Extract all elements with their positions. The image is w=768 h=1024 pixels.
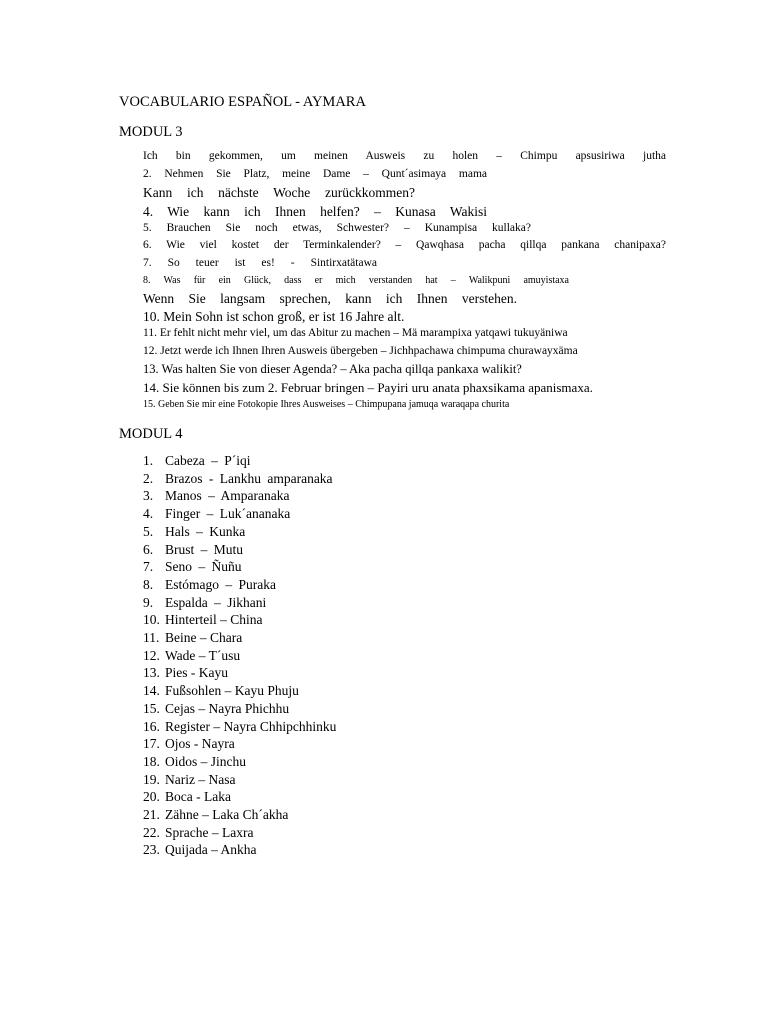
list-item	[143, 560, 242, 574]
list-item-text: Pies - Kayu	[165, 665, 228, 681]
modul3-item-1: Ich bin gekommen, um meinen Ausweis zu holen – Chimpu apsusiriwa jutha	[143, 150, 666, 162]
modul3-item-13: 13. Was halten Sie von dieser Agenda? – Aka pacha qillqa pankaxa walikit?	[143, 362, 522, 376]
list-item-number: 8.	[143, 576, 154, 592]
modul3-item-10: 10. Mein Sohn ist schon groß, er ist 16 Jahre alt.	[143, 309, 405, 324]
list-item-text: Register – Nayra Chhipchhinku	[165, 718, 337, 734]
list-item-number: 11.	[143, 630, 160, 645]
list-item-number: 10.	[143, 612, 160, 628]
list-item	[143, 826, 253, 840]
list-item-text: Nariz – Nasa	[165, 771, 236, 787]
list-item-number: 23.	[143, 842, 160, 858]
list-item	[143, 720, 336, 734]
list-item-number: 13.	[143, 665, 160, 681]
modul3-item-8: 8. Was für ein Glück, dass er mich verstanden hat – Walikpuni amuyistaxa	[143, 275, 569, 286]
modul3-item-12: 12. Jetzt werde ich Ihnen Ihren Ausweis übergeben – Jichhpachawa chimpuma churawayxäma	[143, 345, 578, 357]
list-item	[143, 489, 289, 503]
modul3-item-5: 5. Brauchen Sie noch etwas, Schwester? – Kunampisa kullaka?	[143, 222, 531, 234]
list-item-text: Oidos – Jinchu	[165, 753, 246, 769]
list-item	[143, 472, 333, 486]
list-item-text: Seno – Ñuñu	[165, 559, 242, 575]
list-item-number: 2.	[143, 470, 154, 486]
list-item-number: 22.	[143, 824, 160, 840]
list-item-number: 4.	[143, 506, 154, 522]
list-item-text: Quijada – Ankha	[165, 842, 257, 858]
list-item-text: Hinterteil – China	[165, 612, 263, 628]
section-heading-modul-4: MODUL 4	[119, 426, 183, 442]
list-item-number: 14.	[143, 683, 160, 699]
list-item	[143, 773, 235, 787]
list-item	[143, 684, 299, 698]
list-item-number: 17.	[143, 736, 160, 752]
list-item-number: 6.	[143, 541, 154, 557]
modul3-item-3: Kann ich nächste Woche zurückkommen?	[143, 185, 415, 200]
list-item-number: 15.	[143, 700, 160, 716]
list-item	[143, 578, 276, 592]
modul3-item-14: 14. Sie können bis zum 2. Februar bringen – Payiri uru anata phaxsikama apanismaxa.	[143, 380, 593, 395]
modul3-item-9: Wenn Sie langsam sprechen, kann ich Ihnen verstehen.	[143, 291, 517, 306]
modul3-item-15: 15. Geben Sie mir eine Fotokopie Ihres Ausweises – Chimpupana jamuqa waraqapa churita	[143, 399, 510, 410]
list-item	[143, 737, 235, 751]
list-item	[143, 454, 250, 468]
modul3-item-4: 4. Wie kann ich Ihnen helfen? – Kunasa Wakisi	[143, 204, 487, 219]
list-item-number: 9.	[143, 594, 154, 610]
list-item	[143, 631, 242, 645]
list-item-number: 1.	[143, 453, 154, 468]
list-item-number: 16.	[143, 718, 160, 734]
section-heading-modul-3: MODUL 3	[119, 124, 183, 140]
list-item-number: 21.	[143, 807, 160, 822]
list-item-text: Manos – Amparanaka	[165, 488, 290, 504]
list-item-number: 5.	[143, 523, 154, 539]
list-item-text: Brust – Mutu	[165, 541, 244, 557]
list-item-text: Fußsohlen – Kayu Phuju	[165, 683, 299, 699]
modul3-item-2: 2. Nehmen Sie Platz, meine Dame – Qunt´asimaya mama	[143, 168, 487, 180]
list-item	[143, 649, 240, 663]
list-item	[143, 808, 288, 822]
list-item	[143, 843, 256, 857]
modul3-item-11: 11. Er fehlt nicht mehr viel, um das Abitur zu machen – Mä marampixa yatqawi tukuyäniwa	[143, 327, 568, 339]
modul3-item-7: 7. So teuer ist es! - Sintirxatätawa	[143, 257, 377, 269]
list-item-number: 18.	[143, 753, 160, 769]
list-item-text: Beine – Chara	[165, 630, 243, 645]
list-item-text: Espalda – Jikhani	[165, 594, 267, 610]
list-item	[143, 596, 266, 610]
list-item-text: Hals – Kunka	[165, 523, 246, 539]
list-item	[143, 507, 290, 521]
list-item-number: 20.	[143, 789, 160, 805]
list-item	[143, 790, 231, 804]
list-item	[143, 755, 246, 769]
list-item-number: 12.	[143, 647, 160, 663]
list-item	[143, 613, 262, 627]
list-item-text: Cabeza – P´iqi	[165, 453, 251, 468]
list-item-text: Boca - Laka	[165, 789, 231, 805]
list-item-text: Wade – T´usu	[165, 647, 241, 663]
list-item-text: Brazos - Lankhu amparanaka	[165, 470, 333, 486]
list-item-text: Cejas – Nayra Phichhu	[165, 700, 290, 716]
list-item-text: Sprache – Laxra	[165, 824, 254, 840]
list-item-number: 7.	[143, 559, 154, 575]
list-item-text: Zähne – Laka Ch´akha	[165, 807, 289, 822]
list-item	[143, 543, 243, 557]
list-item-text: Finger – Luk´ananaka	[165, 506, 291, 522]
list-item-number: 3.	[143, 488, 154, 504]
list-item	[143, 666, 228, 680]
list-item	[143, 525, 245, 539]
list-item	[143, 702, 289, 716]
list-item-text: Ojos - Nayra	[165, 736, 235, 752]
modul3-item-6: 6. Wie viel kostet der Terminkalender? – Qawqhasa pacha qillqa pankana chanipaxa?	[143, 239, 666, 251]
list-item-text: Estómago – Puraka	[165, 576, 276, 592]
list-item-number: 19.	[143, 771, 160, 787]
document-title: VOCABULARIO ESPAÑOL - AYMARA	[119, 94, 366, 110]
